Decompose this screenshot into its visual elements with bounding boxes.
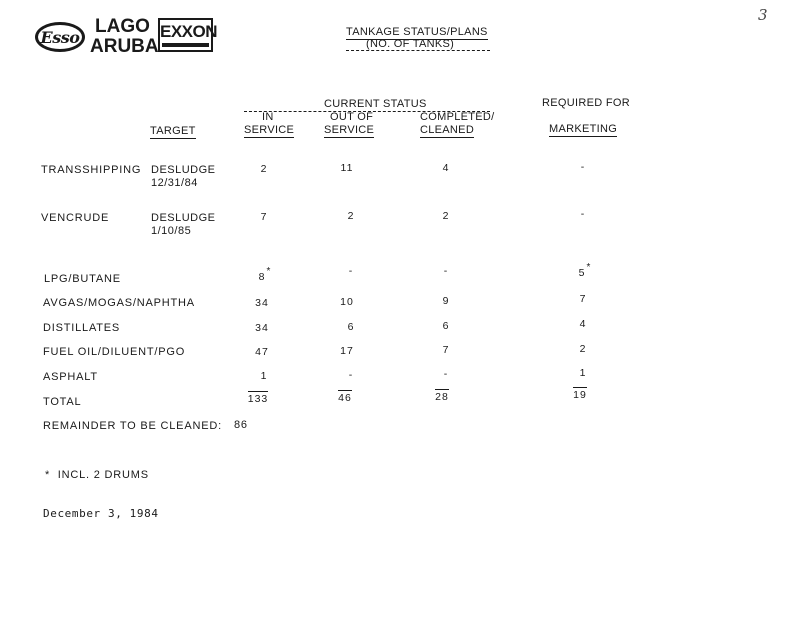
out-of-service-value: 6 bbox=[347, 321, 355, 333]
footnote: * INCL. 2 DRUMS bbox=[45, 469, 149, 481]
total-out-of-service: 46 bbox=[338, 392, 352, 404]
remainder-label: REMAINDER TO BE CLEANED: bbox=[43, 420, 222, 432]
in-service-header-line2: SERVICE bbox=[244, 124, 295, 136]
out-of-service-value: - bbox=[348, 265, 354, 277]
completed-header-line2: CLEANED bbox=[420, 124, 475, 136]
row-target-line2: 12/31/84 bbox=[151, 177, 198, 189]
in-service-header-line1: IN bbox=[262, 111, 274, 123]
row-target-line2: 1/10/85 bbox=[151, 225, 192, 237]
in-service-value: 34 bbox=[255, 322, 269, 334]
row-label: VENCRUDE bbox=[41, 212, 110, 224]
row-label: LPG/BUTANE bbox=[44, 273, 121, 285]
out-of-service-header-line2: SERVICE bbox=[324, 124, 375, 136]
out-of-service-header-line1: OUT OF bbox=[330, 111, 374, 123]
total-in-service: 133 bbox=[247, 393, 269, 405]
lago-logo-text: LAGO bbox=[95, 16, 150, 37]
current-status-header: CURRENT STATUS bbox=[324, 98, 427, 110]
completed-header-line1: COMPLETED/ bbox=[420, 111, 495, 123]
completed-value: 4 bbox=[442, 162, 450, 174]
completed-value: - bbox=[443, 265, 449, 277]
required-value: - bbox=[580, 208, 586, 220]
in-service-value: 7 bbox=[260, 211, 268, 223]
row-label: AVGAS/MOGAS/NAPHTHA bbox=[43, 297, 195, 309]
row-target-line1: DESLUDGE bbox=[151, 164, 216, 176]
in-service-value: 34 bbox=[255, 297, 269, 309]
completed-value: 6 bbox=[442, 320, 450, 332]
in-service-value: 8* bbox=[258, 266, 272, 283]
completed-value: - bbox=[443, 368, 449, 380]
page-number: 3 bbox=[758, 6, 768, 24]
row-label: TRANSSHIPPING bbox=[41, 164, 142, 176]
row-target-line1: DESLUDGE bbox=[151, 212, 216, 224]
row-label: DISTILLATES bbox=[43, 322, 121, 334]
required-value: 4 bbox=[579, 318, 587, 330]
total-required: 19 bbox=[573, 389, 587, 401]
required-value: - bbox=[580, 161, 586, 173]
row-label: FUEL OIL/DILUENT/PGO bbox=[43, 346, 186, 358]
row-label: ASPHALT bbox=[43, 371, 98, 383]
document-date: December 3, 1984 bbox=[43, 507, 159, 520]
footnote-marker: * bbox=[266, 266, 272, 277]
in-service-value: 1 bbox=[260, 370, 268, 382]
required-value: 1 bbox=[579, 367, 587, 379]
total-label: TOTAL bbox=[43, 396, 82, 408]
required-value: 2 bbox=[579, 343, 587, 355]
remainder-value: 86 bbox=[234, 419, 248, 431]
completed-value: 7 bbox=[442, 344, 450, 356]
completed-value: 9 bbox=[442, 295, 450, 307]
title-dash-line bbox=[346, 50, 490, 51]
in-service-value: 47 bbox=[255, 346, 269, 358]
exxon-logo: EXXON bbox=[158, 18, 213, 52]
out-of-service-value: 10 bbox=[340, 296, 354, 308]
target-header: TARGET bbox=[150, 125, 196, 137]
document-title: TANKAGE STATUS/PLANS bbox=[346, 26, 488, 38]
completed-value: 2 bbox=[442, 210, 450, 222]
in-service-value: 2 bbox=[260, 163, 268, 175]
esso-logo: Esso bbox=[35, 22, 85, 52]
out-of-service-value: 2 bbox=[347, 210, 355, 222]
required-value: 7 bbox=[579, 293, 587, 305]
footnote-marker: * bbox=[586, 262, 592, 273]
out-of-service-value: - bbox=[348, 369, 354, 381]
total-completed: 28 bbox=[435, 391, 449, 403]
out-of-service-value: 17 bbox=[340, 345, 354, 357]
required-for-header: REQUIRED FOR bbox=[542, 97, 630, 109]
marketing-header: MARKETING bbox=[549, 123, 618, 135]
document-subtitle: (NO. OF TANKS) bbox=[366, 38, 455, 50]
aruba-logo-text: ARUBA bbox=[90, 36, 159, 57]
required-value: 5* bbox=[578, 262, 592, 279]
out-of-service-value: 11 bbox=[340, 162, 354, 174]
